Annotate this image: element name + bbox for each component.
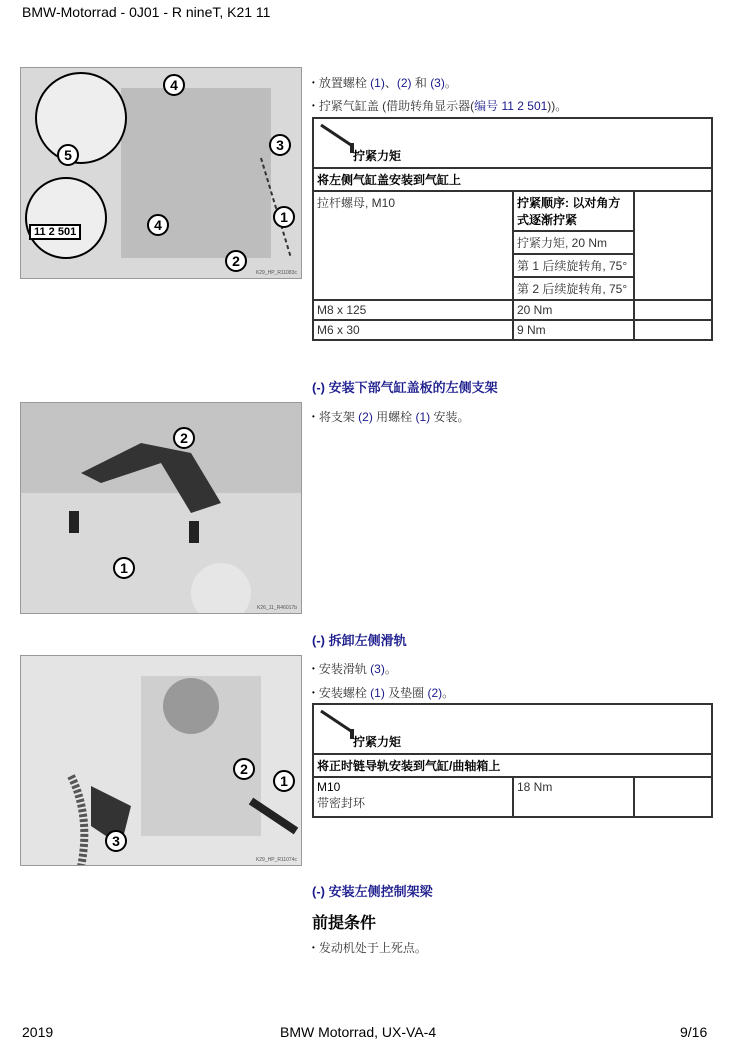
document-header: BMW-Motorrad - 0J01 - R nineT, K21 11 <box>22 4 271 20</box>
bullet-icon: • <box>312 943 315 952</box>
bullet-install-rail: • 安装滑轨 (3)。 <box>312 662 397 676</box>
callout-5: 5 <box>57 144 79 166</box>
torque-table-1: 拧紧力矩 将左侧气缸盖安装到气缸上 拉杆螺母, M10 拧紧顺序: 以对角方式逐渐拧紧 拧紧力矩, 20 Nm 第 1 后续旋转角, 75° 第 2 后续旋转角, 75° M8 x 125 20 Nm M6 x 30 9 Nm <box>312 117 713 341</box>
table-cell: 9 Nm <box>513 320 634 340</box>
tool-link[interactable]: 编号 11 2 501 <box>474 99 548 113</box>
bullet-icon: • <box>312 688 315 697</box>
table-cell: 拧紧力矩, 20 Nm <box>513 231 634 254</box>
footer-year: 2019 <box>22 1024 54 1040</box>
bullet-prereq: • 发动机处于上死点。 <box>312 941 427 955</box>
engine-illustration <box>21 656 302 866</box>
table-cell: 第 1 后续旋转角, 75° <box>513 254 634 277</box>
table-cell: M10 带密封环 <box>313 777 513 817</box>
figure-caption: K29_HP_R11074c <box>255 857 297 863</box>
figure-cylinder-head <box>20 67 302 279</box>
torque-wrench-icon <box>319 123 355 153</box>
table-cell: M8 x 125 <box>313 300 513 320</box>
figure-guide-rail <box>20 655 302 866</box>
callout-2: 2 <box>173 427 195 449</box>
footer-center: BMW Motorrad, UX-VA-4 <box>280 1024 437 1040</box>
table-cell: 18 Nm <box>513 777 634 817</box>
callout-1: 1 <box>113 557 135 579</box>
prerequisites-heading: 前提条件 <box>312 915 377 932</box>
tool-number-label: 11 2 501 <box>29 224 81 240</box>
section-title: (-) 拆卸左侧滑轨 <box>312 633 407 648</box>
bullet-icon: • <box>312 412 315 421</box>
figure-caption: K26_11_R46017b <box>257 605 297 611</box>
callout-3: 3 <box>269 134 291 156</box>
torque-wrench-icon <box>319 709 355 739</box>
bullet-icon: • <box>312 664 315 673</box>
bullet-icon: • <box>312 78 315 87</box>
bullet-install-bolt: • 安装螺栓 (1) 及垫圈 (2)。 <box>312 686 455 700</box>
callout-1: 1 <box>273 206 295 228</box>
page-number: 9/16 <box>680 1024 708 1040</box>
callout-1: 1 <box>273 770 295 792</box>
bullet-install-bracket: • 将支架 (2) 用螺栓 (1) 安装。 <box>312 410 470 424</box>
table-subheading: 将左侧气缸盖安装到气缸上 <box>313 168 712 191</box>
callout-4: 4 <box>147 214 169 236</box>
engine-illustration <box>21 68 302 279</box>
bullet-icon: • <box>312 101 315 110</box>
table-subheading: 将正时链导轨安装到气缸/曲轴箱上 <box>313 754 712 777</box>
callout-2: 2 <box>225 250 247 272</box>
table-cell: 拉杆螺母, M10 <box>313 191 513 300</box>
figure-caption: K29_HP_R11083c <box>255 270 297 276</box>
table-cell: 第 2 后续旋转角, 75° <box>513 277 634 300</box>
callout-2: 2 <box>233 758 255 780</box>
bullet-tighten-head: • 拧紧气缸盖 (借助转角显示器(编号 11 2 501))。 <box>312 99 568 113</box>
table-cell: 20 Nm <box>513 300 634 320</box>
table-cell: M6 x 30 <box>313 320 513 340</box>
section-title: (-) 安装左侧控制架梁 <box>312 884 433 899</box>
callout-3: 3 <box>105 830 127 852</box>
engine-illustration <box>21 403 302 614</box>
callout-4: 4 <box>163 74 185 96</box>
table-cell: 拧紧顺序: 以对角方式逐渐拧紧 <box>513 191 634 231</box>
bullet-place-bolts: • 放置螺栓 (1)、(2) 和 (3)。 <box>312 76 457 90</box>
section-title: (-) 安装下部气缸盖板的左侧支架 <box>312 380 498 395</box>
figure-bracket <box>20 402 302 614</box>
torque-table-2: 拧紧力矩 将正时链导轨安装到气缸/曲轴箱上 M10 带密封环 18 Nm <box>312 703 713 818</box>
